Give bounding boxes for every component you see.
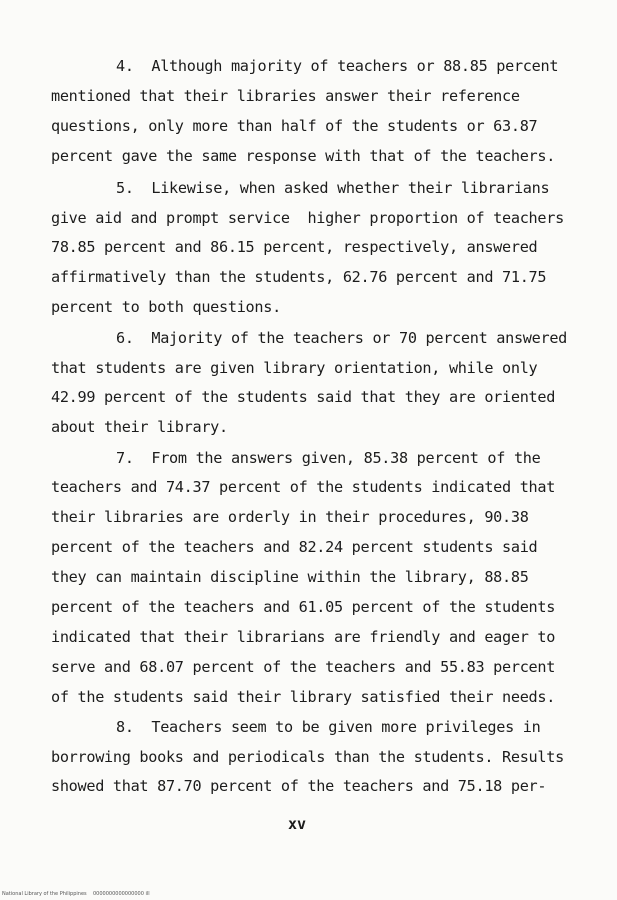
- text-line: questions, only more than half of the students or 63.87: [51, 117, 538, 135]
- text-line: percent of the teachers and 61.05 percent of the students: [51, 598, 556, 616]
- text-line: give aid and prompt service higher proportion of teachers: [51, 209, 564, 227]
- text-line: 8. Teachers seem to be given more privileges in: [116, 718, 541, 736]
- text-line: percent to both questions.: [51, 298, 281, 316]
- page-number: xv: [288, 815, 307, 833]
- text-line: percent gave the same response with that of the teachers.: [51, 147, 556, 165]
- text-line: their libraries are orderly in their procedures, 90.38: [51, 508, 529, 526]
- text-line: 42.99 percent of the students said that they are oriented: [51, 388, 556, 406]
- text-line: of the students said their library satisfied their needs.: [51, 688, 556, 706]
- footer-stamp: National Library of the Philippines 0000000000000000 ill: [2, 891, 150, 897]
- text-line: serve and 68.07 percent of the teachers and 55.83 percent: [51, 658, 556, 676]
- text-line: that students are given library orientation, while only: [51, 359, 538, 377]
- text-line: 7. From the answers given, 85.38 percent of the: [116, 449, 541, 467]
- text-line: they can maintain discipline within the library, 88.85: [51, 568, 529, 586]
- text-line: 6. Majority of the teachers or 70 percent answered: [116, 329, 568, 347]
- text-line: indicated that their librarians are friendly and eager to: [51, 628, 556, 646]
- text-line: 78.85 percent and 86.15 percent, respectively, answered: [51, 238, 538, 256]
- text-line: borrowing books and periodicals than the students. Results: [51, 748, 564, 766]
- text-line: 4. Although majority of teachers or 88.85 percent: [116, 57, 559, 75]
- text-line: mentioned that their libraries answer their reference: [51, 87, 520, 105]
- text-line: affirmatively than the students, 62.76 percent and 71.75: [51, 268, 547, 286]
- text-line: percent of the teachers and 82.24 percent students said: [51, 538, 538, 556]
- text-line: teachers and 74.37 percent of the students indicated that: [51, 478, 556, 496]
- text-line: about their library.: [51, 418, 228, 436]
- text-line: 5. Likewise, when asked whether their librarians: [116, 179, 550, 197]
- text-line: showed that 87.70 percent of the teachers and 75.18 per-: [51, 777, 547, 795]
